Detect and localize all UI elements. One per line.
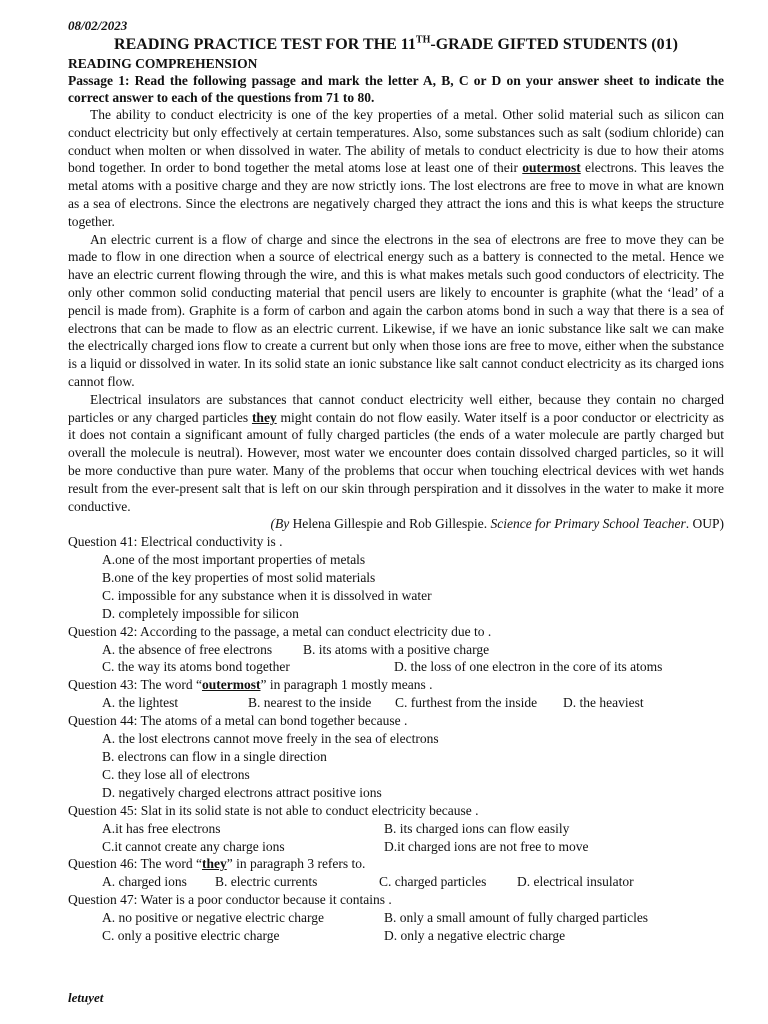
stem-start: Question 43: The word “ (68, 677, 202, 693)
stem-end: ” in paragraph 3 refers to. (226, 856, 366, 872)
option-c: C.it cannot create any charge ions (102, 838, 285, 854)
question-46 (68, 855, 724, 891)
option-b: B. electric currents (215, 874, 318, 890)
p3-text-start: Electrical insulators are substances that cannot conduct electricity well either, because they contain no charged particles or any charged particles (68, 391, 724, 425)
option-d: D. completely impossible for silicon (102, 605, 299, 621)
passage-instruction: Passage 1: Read the following passage and mark the letter A, B, C or D on your answer sheet to indicate the correct answer to each of the questions from 71 to 80. (68, 73, 724, 105)
option-d: D.it charged ions are not free to move (384, 838, 589, 854)
option-c: C. only a positive electric charge (102, 928, 280, 944)
question-47 (68, 891, 724, 945)
option-c: C. they lose all of electrons (102, 766, 250, 782)
title-suffix: -GRADE GIFTED STUDENTS (01) (430, 36, 678, 53)
option-a: A. the lightest (102, 695, 179, 711)
question-stem: Question 44: The atoms of a metal can bond together because . (68, 713, 408, 729)
p1-text-start: The ability to conduct electricity is one of the key properties of a metal. Other solid material such as silicon can conduct electricity but only effectively at certain temperatures. Also, some substances such as salt (sodium chloride) can conduct when molten or when dissolved in water. The ability of metals to conduct electricity is due to how their atoms bond together. In order to bond together the metal atoms lose at least one of their (68, 107, 724, 176)
question-42 (68, 623, 724, 677)
option-a: A. the lost electrons cannot move freely in the sea of electrons (102, 731, 439, 747)
option-a: A. the absence of free electrons (102, 641, 273, 657)
option-d: D. negatively charged electrons attract positive ions (102, 784, 382, 800)
passage-paragraph-1 (68, 106, 724, 231)
stem-end: ” in paragraph 1 mostly means . (260, 677, 433, 693)
passage-paragraph-2: An electric current is a flow of charge and since the electrons in the sea of electrons are free to move they can be made to flow in one direction when a source of electrical energy such as a battery is connected to the metal. Hence we have an electric current flowing through the wire, and this is what makes metals such good conductors of electricity. The only other common solid conducting material that pencil users are likely to encounter is graphite (what the ‘lead’ of a pencil is made from). Graphite is a form of carbon and again the carbon atoms bond in such a way that there is a sea of electrons that can be made to flow as an electric current. Likewise, if we have an ionic substance like salt we can make the electrically charged ions flow to create a current but only when those ions are free to move, either when the substance is a liquid or dissolved in water. In its solid state an ionic substance like salt cannot conduct electricity as its charged ions cannot flow. (68, 231, 724, 389)
question-stem (68, 855, 724, 873)
option-d: D. only a negative electric charge (384, 928, 566, 944)
question-stem: Question 41: Electrical conductivity is . (68, 534, 283, 550)
passage-source (68, 515, 724, 533)
option-b: B. its atoms with a positive charge (303, 641, 490, 657)
source-book: Science for Primary School Teacher (490, 516, 686, 532)
question-stem: Question 45: Slat in its solid state is not able to conduct electricity because . (68, 802, 479, 818)
source-authors: Helena Gillespie and Rob Gillespie. (289, 516, 491, 532)
option-b: B. only a small amount of fully charged particles (384, 910, 649, 926)
question-stem: Question 47: Water is a poor conductor because it contains . (68, 892, 392, 908)
title-superscript: TH (415, 34, 431, 46)
document-title (68, 35, 724, 55)
option-b: B. nearest to the inside (248, 695, 372, 711)
stem-start: Question 46: The word “ (68, 856, 202, 872)
option-a: A.it has free electrons (102, 820, 221, 836)
option-a: A. no positive or negative electric charge (102, 910, 325, 926)
question-45 (68, 802, 724, 856)
question-41 (68, 533, 724, 623)
option-d: D. the loss of one electron in the core of its atoms (394, 659, 663, 675)
document-page (68, 18, 724, 945)
p1-text-end: electrons. This leaves the metal atoms with a positive charge and they are now strictly ions. The lost electrons are free to move in what are known as a sea of electrons. Since the electrons are negatively charged they attract the ions and this is what keeps the structure together. (68, 160, 724, 229)
option-d: D. the heaviest (563, 695, 644, 711)
question-44 (68, 712, 724, 802)
option-b: B. electrons can flow in a single direction (102, 749, 327, 764)
question-43 (68, 676, 724, 712)
option-b: B. its charged ions can flow easily (384, 820, 570, 836)
option-c: C. the way its atoms bond together (102, 659, 290, 675)
stem-word: they (201, 856, 227, 872)
source-by: (By (270, 516, 290, 532)
title-prefix: READING PRACTICE TEST FOR THE 11 (114, 36, 416, 53)
option-b: B.one of the key properties of most solid materials (102, 569, 376, 585)
passage-paragraph-3 (68, 391, 724, 516)
option-c: C. impossible for any substance when it is dissolved in water (102, 587, 432, 603)
option-c: C. charged particles (379, 874, 487, 890)
p3-text-end: might contain do not flow easily. Water itself is a poor conductor or electricity as it does not contain a significant amount of fully charged particles (the ends of a water molecule are partly charged but overall the molecule is neutral). However, most water we encounter does contain dissolved charged particles, so it will be more conductive than pure water. Many of the problems that occur when touching electrical devices with wet hands result from the ever-present salt that is left on our skin through perspiration and it dissolves in the water to make it more conductive. (68, 409, 725, 514)
question-stem: Question 42: According to the passage, a metal can conduct electricity due to . (68, 623, 492, 639)
option-a: A.one of the most important properties of metals (102, 552, 366, 568)
highlighted-word-they: they (251, 409, 277, 425)
question-stem (68, 676, 724, 694)
document-date: 08/02/2023 (68, 18, 128, 33)
option-d: D. electrical insulator (517, 874, 634, 890)
highlighted-word-outermost: outermost (522, 160, 581, 176)
footer-author: letuyet (68, 990, 104, 1005)
section-heading: READING COMPREHENSION (68, 56, 258, 71)
stem-word: outermost (201, 677, 261, 693)
option-a: A. charged ions (102, 874, 187, 890)
source-publisher: . OUP) (685, 516, 724, 532)
option-c: C. furthest from the inside (395, 695, 538, 711)
